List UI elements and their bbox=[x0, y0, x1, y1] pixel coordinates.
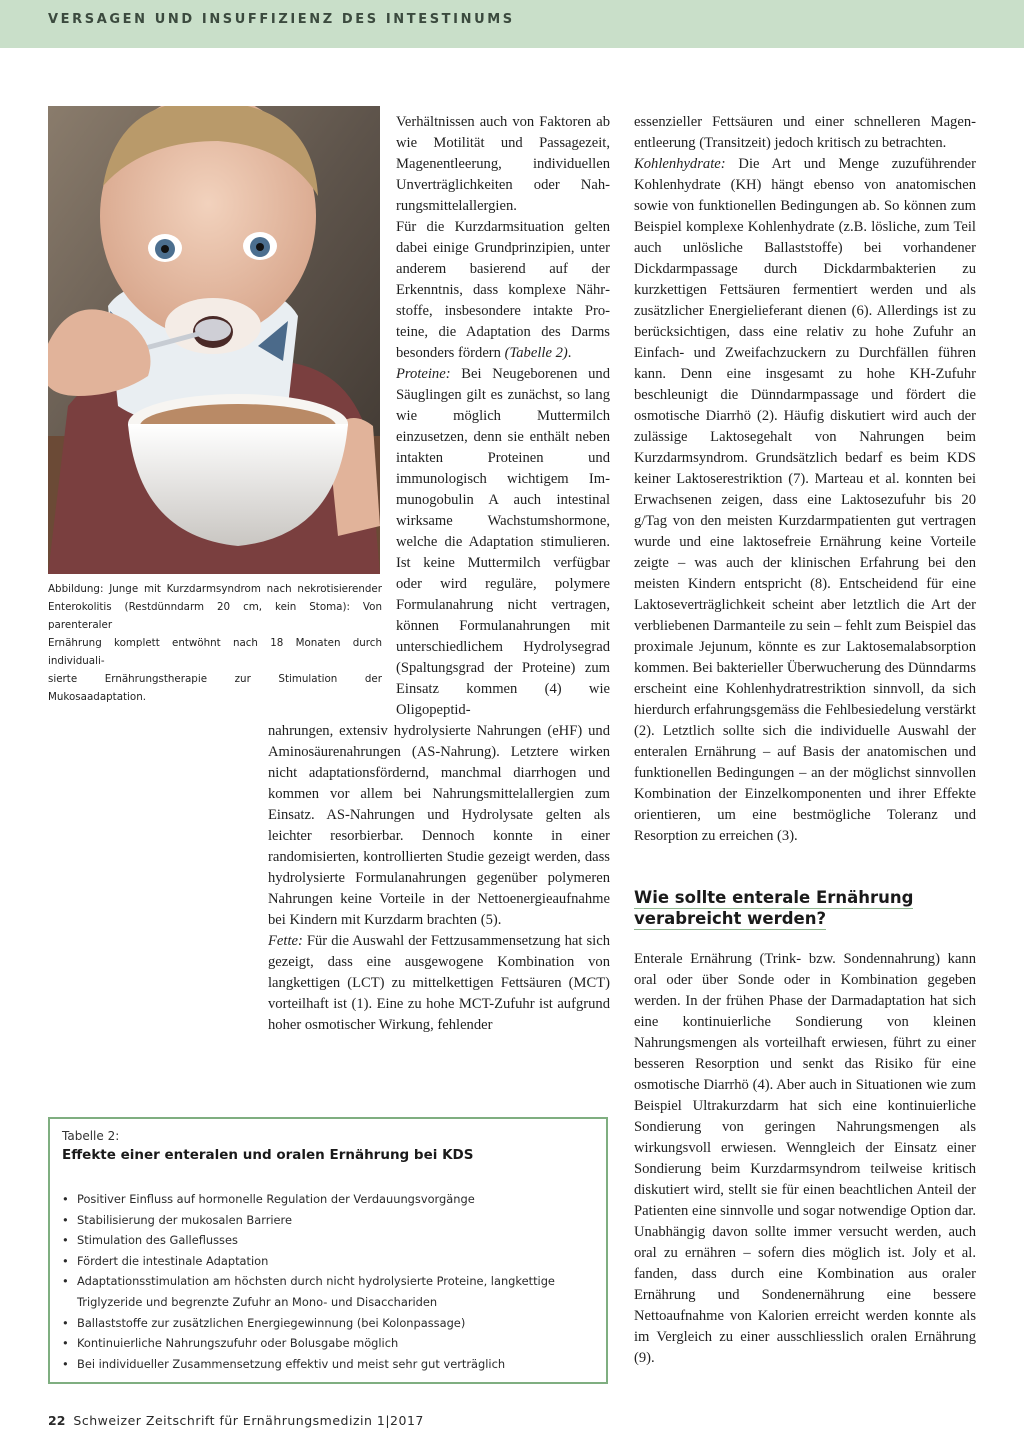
page-footer bbox=[48, 1413, 424, 1428]
table-bullet-item: • Adaptationsstimulation am höchsten durch nicht hydrolysierte Proteine, langkettige Triglyzeride und begrenzte Zufuhr an Mono- und Disacchariden bbox=[62, 1271, 602, 1312]
section-heading bbox=[634, 887, 976, 929]
paragraph-text: Die Art und Menge zuzuführender Kohlenhydrate (KH) hängt ebenso von anatomischen sowie von funktionellen Bedingungen ab. So können zum Beispiel komplexe Kohlenhydrate (z.B. lösliche, zum Teil auch unlösliche Ballaststoffe) bei vorhandener Dickdarmpassage durch Dickdarmbakterien zu kurzkettigen Fettsäuren fermentiert werden und als zusätzlicher Energielieferant dienen (6). Allerdings ist zu berücksichtigen, dass eine relativ zu hohe Zufuhr an Einfach- und Zweifachzuckern zu Durchfällen führen kann. Denn eine insgesamt zu hohe KH-Zufuhr beschleunigt die Dünndarmpassage und fördert die osmotische Diarrhö (2). Häufig diskutiert wird auch der zulässige Laktosegehalt von Nahrungen beim Kurzdarmsyndrom. Grundsätzlich bedarf es beim KDS keiner Laktoserestriktion (7). Marteau et al. konnten bei Erwachsenen zeigen, dass eine Laktosezufuhr bis 20 g/Tag von den meisten Kurzdarmpatienten gut vertragen wurde und eine laktosefreie Ernährung keine Vorteile zeigte – was auch der klinischen Erfahrung bei den meisten Kindern entspricht (8). Entscheidend für eine Laktoseverträglichkeit scheint aber letztlich die Art der verbliebenen Darmanteile zu sein – fehlt zum Beispiel das proximale Jejunum, könnte es zur Laktosemalabsorption kommen. Bei bakterieller Überwucherung des Dünndarms erscheint eine Kohlenhydratrestriktion sinnvoll, da sich hierdurch erfahrungsgemäss die Fehlbesiedelung verstärkt (2). Letztlich sollte sich die individuelle Auswahl der enteralen Ernährung – auf Basis der anatomischen und funktionellen Bedingungen – an der möglichst sinnvollen Kombination der Einzelkomponenten und ihrer Effekte orientieren, um eine bestmögliche Toleranz und Resorption zu erreichen (3). bbox=[634, 156, 976, 844]
running-header-title: VERSAGEN UND INSUFFIZIENZ DES INTESTINUMS bbox=[48, 12, 515, 27]
body-column-middle-bottom bbox=[268, 721, 610, 1036]
table-bullet-item: • Stimulation des Galleflusses bbox=[62, 1230, 602, 1251]
table-reference: (Tabelle 2) bbox=[504, 345, 568, 361]
paragraph: Verhältnissen auch von Faktoren ab wie Motilität und Passagezeit, Magenentleerung, individuellen Unverträglichkeiten oder Nahrungsmittelallergien. bbox=[396, 114, 610, 214]
table-bullet-item: • Kontinuierliche Nahrungszufuhr oder Bolusgabe möglich bbox=[62, 1333, 602, 1354]
paragraph-lead: Kohlenhydrate: bbox=[634, 156, 726, 172]
paragraph-lead: Proteine: bbox=[396, 366, 451, 382]
table-bullet-item: • Fördert die intestinale Adaptation bbox=[62, 1251, 602, 1272]
table-bullet-list bbox=[62, 1189, 602, 1374]
paragraph-lead: Fette: bbox=[268, 933, 303, 949]
paragraph: nahrungen, extensiv hydrolysierte Nahrungen (eHF) und Aminosäurenahrungen (AS-Nahrung). Letztere wirken nicht adaptationsfördernd, manchmal diarrhogen und kommen vor allem bei Nahrungsmittelallergien zum Einsatz. AS-Nahrungen und Hydrolysate gelten als leichter resorbierbar. Dennoch konnte in einer randomisierten, kontrollierten Studie gezeigt werden, dass hydrolysierte Formulanahrungen gegenüber polymeren Nahrungen keine Vorteile in der Nettoenergieaufnahme bei Kindern mit Kurzdarm brachten (5). bbox=[268, 723, 610, 928]
table-bullet-item: • Stabilisierung der mukosalen Barriere bbox=[62, 1210, 602, 1231]
page-number: 22 bbox=[48, 1413, 66, 1428]
caption-line: sierte Ernährungstherapie zur Stimulation der Mukosaadaptation. bbox=[48, 673, 382, 703]
body-column-right bbox=[634, 112, 976, 847]
figure-caption bbox=[48, 580, 382, 706]
journal-name: Schweizer Zeitschrift für Ernährungsmedizin 1|2017 bbox=[73, 1413, 424, 1428]
body-column-right-section bbox=[634, 949, 976, 1369]
table-bullet-item: • Positiver Einfluss auf hormonelle Regulation der Verdauungsvorgänge bbox=[62, 1189, 602, 1210]
paragraph: Enterale Ernährung (Trink- bzw. Sondennahrung) kann oral oder über Sonde oder in Kombination gegeben werden. In der frühen Phase der Darmadaptation hat sich eine kontinuierliche Sondierung von kleinen Nahrungsmengen als vorteilhaft erwiesen, führt zu einer besseren Resorption und senkt das Risiko für eine osmotische Diarrhö (4). Aber auch in Situationen wie zum Beispiel Ultrakurzdarm hat sich eine kontinuierliche Sondierung von geringen Nahrungsmengen als wirkungsvoll erwiesen. Wenngleich der Einsatz einer Sondierung beim Kurzdarmsyndrom teilweise kritisch diskutiert wird, stellt sie für einen beachtlichen Anteil der Patienten eine sinnvolle und sogar notwendige Option dar. Unabhängig davon sollte immer versucht werden, auch oral zu ernähren – sofern dies möglich ist. Joly et al. fanden, dass durch eine Kombination aus oraler Ernährung und Sondenernährung eine bessere Nettoaufnahme von Kalorien erreicht werden konnte als im Vergleich zu einer ausschliesslich oralen Ernährung (9). bbox=[634, 951, 976, 1366]
paragraph bbox=[396, 364, 610, 721]
caption-line: Ernährung komplett entwöhnt nach 18 Monaten durch individuali- bbox=[48, 637, 382, 667]
photo-illustration bbox=[48, 106, 380, 574]
paragraph bbox=[634, 154, 976, 847]
paragraph-text: Für die Kurzdarmsituation gelten dabei einige Grundprinzipien, unter anderem basierend auf der Erkenntnis, dass komplexe Nährstoffe, insbesondere intakte Proteine, die Adaptation des Darms besonders fördern bbox=[396, 219, 610, 361]
figure-photo-child-eating bbox=[48, 106, 380, 574]
paragraph-end: . bbox=[567, 345, 572, 361]
body-column-middle-top bbox=[396, 112, 610, 721]
section-heading-line: verabreicht werden? bbox=[634, 909, 827, 928]
table-label: Tabelle 2: bbox=[62, 1129, 120, 1143]
caption-line: Enterokolitis (Restdünndarm 20 cm, kein Stoma): Von parenteraler bbox=[48, 601, 382, 631]
table-bullet-item: • Ballaststoffe zur zusätzlichen Energiegewinnung (bei Kolonpassage) bbox=[62, 1313, 602, 1334]
paragraph-text: Bei Neugeborenen und Säuglingen gilt es zunächst, so lang wie möglich Muttermilch einzusetzen, denn sie enthält neben intakten Proteinen und immunologisch wichtigem Immunogobulin A auch intestinal wirksame Wachstumshormone, welche die Adaptation stimulieren. Ist keine Muttermilch verfügbar oder wird reguläre, polymere Formulanahrung nicht vertragen, können Formulanahrungen mit unterschiedlichem Hydrolysegrad (Spaltungsgrad der Proteine) zum Einsatz kommen (4) wie Oligopeptid- bbox=[396, 366, 610, 718]
table-bullet-item: • Bei individueller Zusammensetzung effektiv und meist sehr gut verträglich bbox=[62, 1354, 602, 1375]
running-header-band bbox=[0, 0, 1024, 48]
paragraph bbox=[396, 217, 610, 364]
caption-line: Abbildung: Junge mit Kurzdarmsyndrom nach nekrotisierender bbox=[48, 583, 382, 595]
paragraph: essenzieller Fettsäuren und einer schnelleren Magenentleerung (Transitzeit) jedoch kritisch zu betrachten. bbox=[634, 114, 976, 151]
table-2-box bbox=[48, 1117, 608, 1384]
paragraph-text: Für die Auswahl der Fettzusammensetzung hat sich gezeigt, dass eine ausgewogene Kombination von langkettigen (LCT) zu mittelkettigen Fettsäuren (MCT) vorteilhaft ist (1). Eine zu hohe MCT-Zufuhr ist aufgrund hoher osmotischer Wirkung, fehlender bbox=[268, 933, 610, 1033]
table-title: Effekte einer enteralen und oralen Ernährung bei KDS bbox=[62, 1147, 474, 1163]
section-heading-line: Wie sollte enterale Ernährung bbox=[634, 888, 914, 907]
paragraph bbox=[268, 931, 610, 1036]
